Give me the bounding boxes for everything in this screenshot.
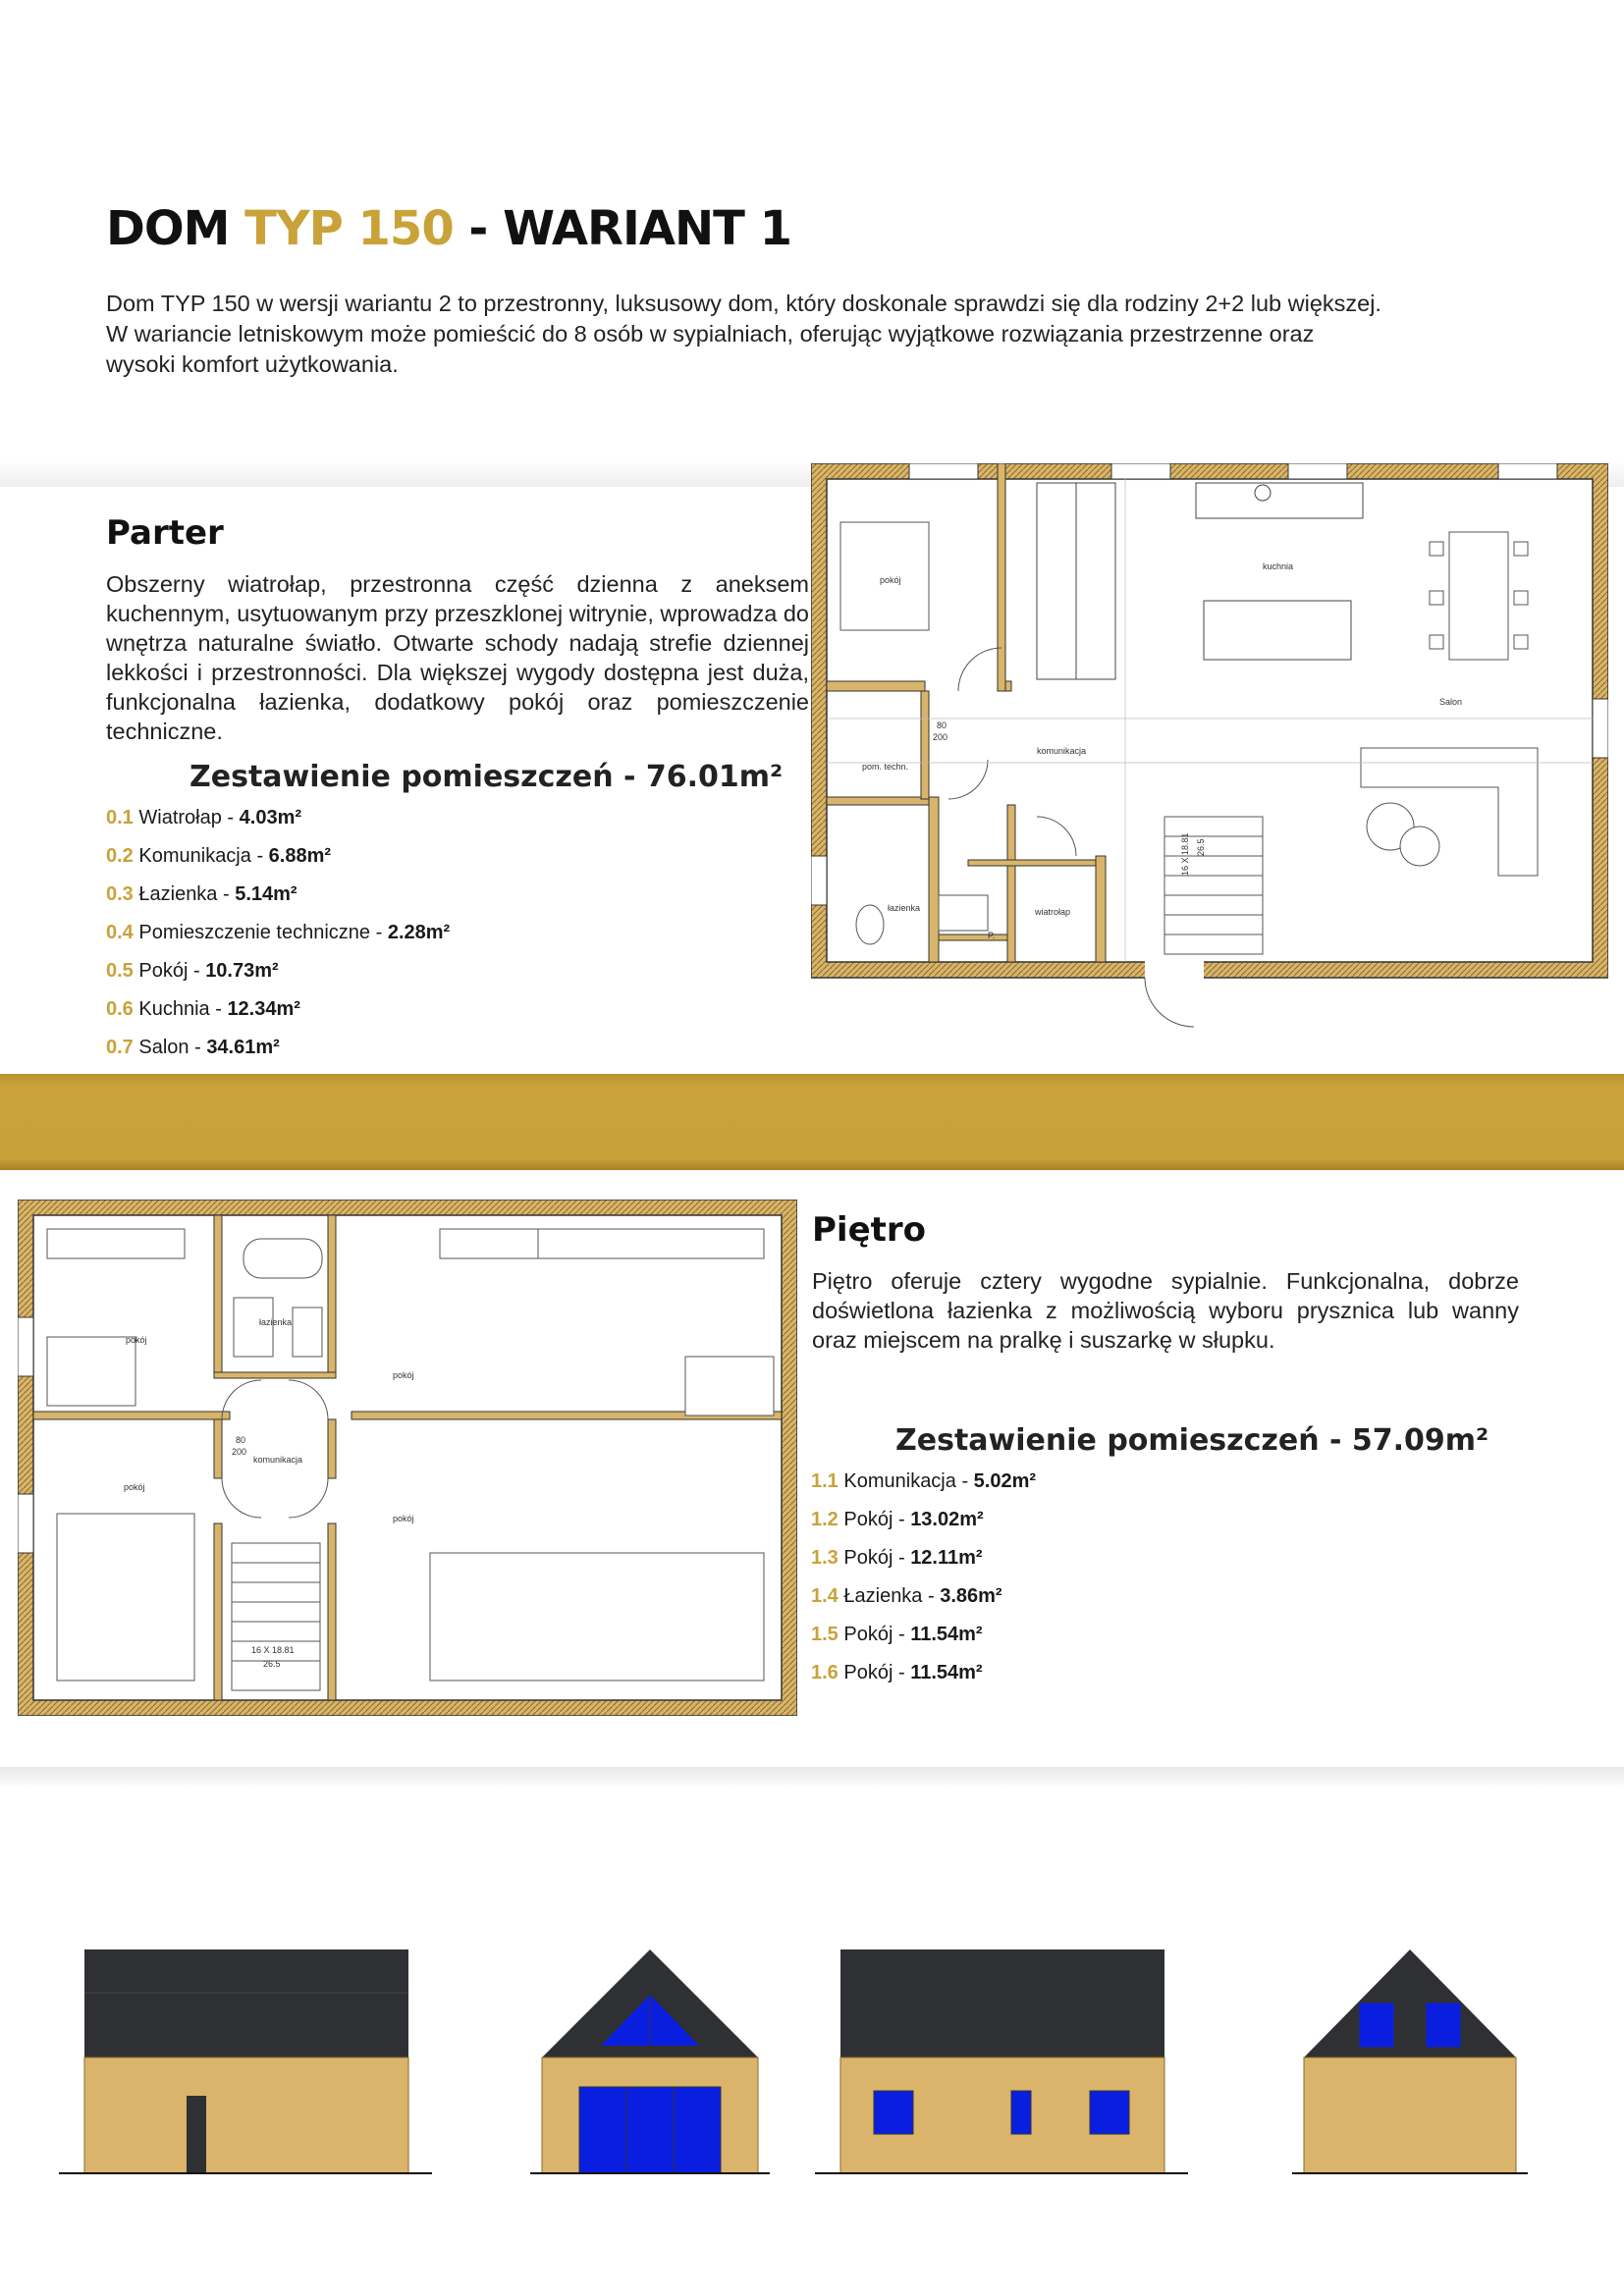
elevation-side-1	[59, 1949, 432, 2173]
room-label-komunikacja: komunikacja	[253, 1455, 303, 1465]
room-label-pokoj: pokój	[393, 1370, 414, 1380]
ground-floor-plan	[811, 463, 1608, 1039]
room-name: Pokój	[843, 1547, 893, 1569]
door-label: 80	[236, 1435, 246, 1445]
page-title: DOM TYP 150 - WARIANT 1	[106, 201, 791, 256]
room-list-item: 1.3 Pokój - 12.11m²	[811, 1547, 983, 1569]
door-label: 200	[933, 732, 948, 742]
window	[18, 1494, 33, 1553]
room-label-kuchnia: kuchnia	[1263, 561, 1294, 571]
room-number: 1.3	[811, 1547, 839, 1569]
window	[811, 856, 827, 905]
room-number: 0.3	[106, 883, 134, 905]
room-list-item: 1.2 Pokój - 13.02m²	[811, 1509, 984, 1530]
room-label-lazienka: łazienka	[888, 903, 921, 913]
room-label-komunikacja: komunikacja	[1037, 746, 1087, 756]
gold-divider-band	[0, 1074, 1624, 1170]
room-label-pokoj: pokój	[124, 1482, 145, 1492]
room-area: 5.02m²	[973, 1470, 1037, 1492]
room-label-salon: Salon	[1439, 697, 1463, 707]
room-number: 0.1	[106, 807, 134, 828]
room-area: 4.03m²	[239, 807, 302, 828]
window	[1498, 463, 1557, 479]
room-label-pokoj: pokój	[393, 1514, 414, 1523]
elevation-rear	[1292, 1949, 1528, 2173]
upper-summary-title: Zestawienie pomieszczeń - 57.09m²	[895, 1423, 1489, 1458]
room-list-item: 0.7 Salon - 34.61m²	[106, 1037, 280, 1058]
room-name: Kuchnia	[138, 998, 210, 1020]
room-number: 0.4	[106, 922, 134, 943]
room-area: 2.28m²	[387, 922, 451, 943]
stairs-label-2: 26.5	[263, 1659, 281, 1669]
room-name: Pokój	[843, 1662, 893, 1683]
room-area: 10.73m²	[205, 960, 279, 982]
window	[1593, 699, 1608, 758]
room-name: Salon	[138, 1037, 189, 1058]
stairs-label: 16 X 18.81	[1180, 832, 1190, 876]
room-list-item: 0.5 Pokój - 10.73m²	[106, 960, 279, 982]
room-list-item: 0.2 Komunikacja - 6.88m²	[106, 845, 332, 867]
room-name: Łazienka	[843, 1585, 923, 1607]
room-name: Wiatrołap	[138, 807, 222, 828]
ground-summary-title: Zestawienie pomieszczeń - 76.01m²	[189, 760, 784, 794]
room-area: 6.88m²	[268, 845, 332, 867]
room-name: Komunikacja	[138, 845, 251, 867]
room-area: 11.54m²	[910, 1624, 983, 1645]
window	[18, 1317, 33, 1376]
room-list-item: 1.1 Komunikacja - 5.02m²	[811, 1470, 1037, 1492]
upper-description: Piętro oferuje cztery wygodne sypialnie. Funkcjonalna, dobrze doświetlona łazienka z możliwością wyboru prysznica lub wanny oraz miejscem na pralkę i suszarkę w słupku.	[812, 1268, 1519, 1353]
room-name: Komunikacja	[843, 1470, 956, 1492]
room-area: 34.61m²	[206, 1037, 280, 1058]
ground-heading: Parter	[106, 513, 224, 553]
room-label-lazienka: łazienka	[259, 1317, 293, 1327]
room-area: 11.54m²	[910, 1662, 983, 1683]
room-number: 1.2	[811, 1509, 839, 1530]
room-number: 0.2	[106, 845, 134, 867]
room-list-item: 1.4 Łazienka - 3.86m²	[811, 1585, 1002, 1607]
room-area: 13.02m²	[910, 1509, 984, 1530]
intro-text: Dom TYP 150 w wersji wariantu 2 to przestronny, luksusowy dom, który doskonale sprawdzi się dla rodziny 2+2 lub większej. W wariancie letniskowym może pomieścić do 8 osób w sypialniach, oferując wyjątkowe rozwiązania przestrzenne oraz wysoki komfort użytkowania.	[106, 291, 1381, 377]
room-list-item: 0.6 Kuchnia - 12.34m²	[106, 998, 300, 1020]
window	[909, 463, 978, 479]
door-label: 80	[937, 721, 947, 730]
section-shadow	[0, 1767, 1624, 1789]
ground-room-list	[106, 807, 450, 1075]
upper-heading: Piętro	[812, 1210, 927, 1250]
stairs-label-2: 26.5	[1196, 838, 1206, 856]
stairs-label: 16 X 18.81	[251, 1645, 295, 1655]
room-list-item: 0.4 Pomieszczenie techniczne - 2.28m²	[106, 922, 451, 943]
room-number: 1.5	[811, 1624, 839, 1645]
room-area: 12.11m²	[910, 1547, 983, 1569]
window	[1288, 463, 1347, 479]
room-label-p: P.	[988, 931, 996, 940]
entrance-gap	[1145, 960, 1204, 980]
room-number: 0.7	[106, 1037, 134, 1058]
room-list-item: 0.1 Wiatrołap - 4.03m²	[106, 807, 302, 828]
room-name: Pomieszczenie techniczne	[138, 922, 371, 943]
room-list-item: 1.5 Pokój - 11.54m²	[811, 1624, 983, 1645]
elevation-front	[530, 1949, 770, 2173]
upper-room-list	[811, 1470, 1036, 1700]
room-list-item: 0.3 Łazienka - 5.14m²	[106, 883, 298, 905]
room-name: Łazienka	[138, 883, 218, 905]
door-label: 200	[232, 1447, 247, 1457]
room-area: 3.86m²	[940, 1585, 1002, 1607]
elevation-side-2	[815, 1949, 1188, 2173]
room-name: Pokój	[138, 960, 189, 982]
room-area: 12.34m²	[227, 998, 300, 1020]
room-label-pokoj: pokój	[126, 1335, 147, 1345]
room-number: 0.6	[106, 998, 134, 1020]
room-name: Pokój	[843, 1624, 893, 1645]
elevations	[59, 1944, 1571, 2189]
room-name: Pokój	[843, 1509, 893, 1530]
room-label-wiatrolap: wiatrołap	[1035, 907, 1071, 917]
window	[1111, 463, 1170, 479]
room-number: 1.6	[811, 1662, 839, 1683]
room-label-pokoj: pokój	[880, 575, 901, 585]
room-label-techniczne: pom. techn.	[862, 762, 909, 772]
room-number: 0.5	[106, 960, 134, 982]
room-list-item: 1.6 Pokój - 11.54m²	[811, 1662, 983, 1683]
ground-description: Obszerny wiatrołap, przestronna część dzienna z aneksem kuchennym, usytuowanym przy przeszklonej witrynie, wprowadza do wnętrza naturalne światło. Otwarte schody nadają strefie dziennej lekkości i przestronności. Dla większej wygody dostępna jest duża, funkcjonalna łazienka, dodatkowy pokój oraz pomieszczenie techniczne.	[106, 571, 809, 744]
room-area: 5.14m²	[235, 883, 298, 905]
upper-floor-plan	[18, 1200, 797, 1716]
title-highlight: TYP 150	[244, 201, 454, 256]
room-number: 1.1	[811, 1470, 839, 1492]
room-number: 1.4	[811, 1585, 839, 1607]
